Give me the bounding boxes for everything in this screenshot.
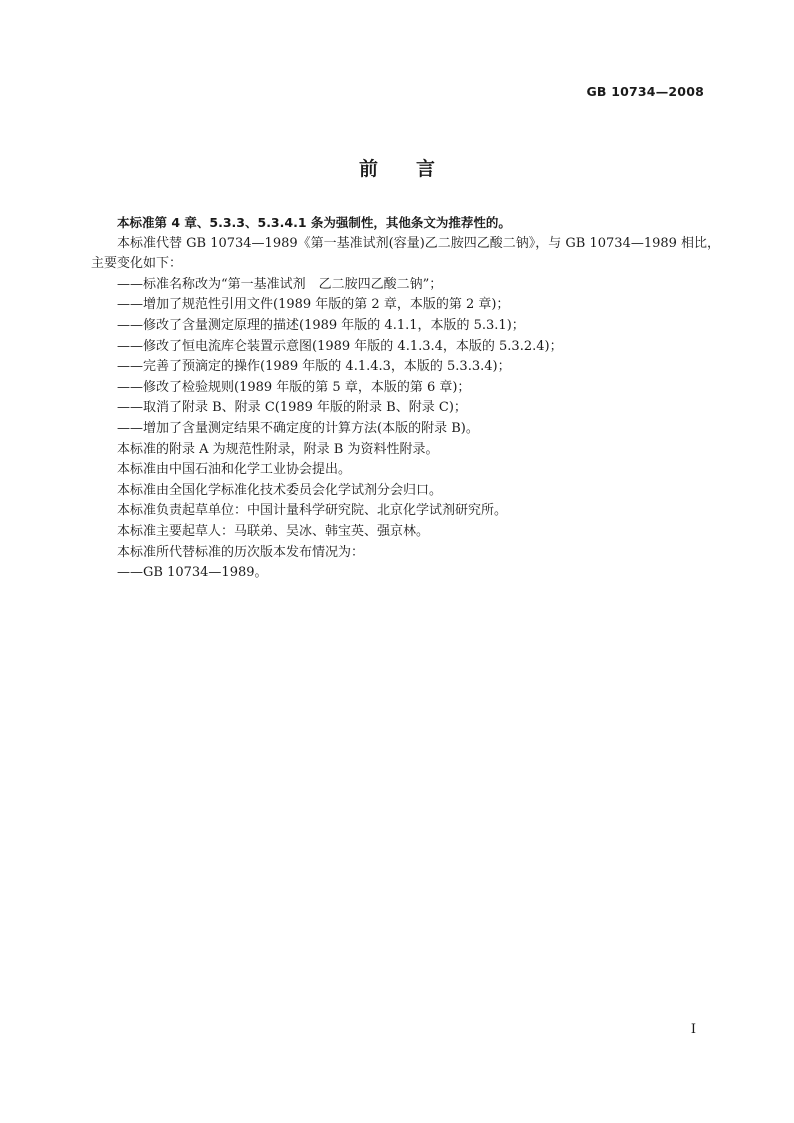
- replaces-line-1: 本标准代替 GB 10734—1989《第一基准试剂(容量)乙二胺四乙酸二钠》，与 GB 10734—1989 相比，: [117, 235, 721, 251]
- change-item: ——修改了检验规则(1989 年版的第 5 章，本版的第 6 章)；: [117, 379, 471, 395]
- proposed-by: 本标准由中国石油和化学工业协会提出。: [117, 462, 352, 478]
- history-intro: 本标准所代替标准的历次版本发布情况为：: [117, 544, 365, 560]
- title-char-1: 前: [358, 158, 378, 180]
- change-item: ——标准名称改为“第一基准试剂 乙二胺四乙酸二钠”；: [117, 276, 443, 292]
- mandatory-note: 本标准第 4 章、5.3.3、5.3.4.1 条为强制性，其他条文为推荐性的。: [117, 215, 511, 230]
- history-item: ——GB 10734—1989。: [117, 565, 268, 581]
- change-item: ——完善了预滴定的操作(1989 年版的 4.1.4.3，本版的 5.3.3.4)；: [117, 359, 511, 375]
- foreword-body: [91, 213, 721, 584]
- standard-code: GB 10734—2008: [586, 84, 704, 99]
- change-item: ——取消了附录 B、附录 C(1989 年版的附录 B、附录 C)；: [117, 400, 467, 416]
- title-char-2: 言: [416, 158, 436, 180]
- page-number: I: [690, 1022, 696, 1037]
- change-item: ——增加了含量测定结果不确定度的计算方法(本版的附录 B)。: [117, 420, 479, 436]
- change-item: ——修改了含量测定原理的描述(1989 年版的 4.1.1，本版的 5.3.1)；: [117, 317, 525, 333]
- change-item: ——修改了恒电流库仑装置示意图(1989 年版的 4.1.3.4，本版的 5.3.2.4)；: [117, 338, 563, 354]
- change-item: ——增加了规范性引用文件(1989 年版的第 2 章，本版的第 2 章)；: [117, 297, 510, 313]
- drafting-units: 本标准负责起草单位：中国计量科学研究院、北京化学试剂研究所。: [117, 503, 508, 519]
- page-title: [0, 154, 794, 181]
- replaces-line-2: 主要变化如下：: [91, 256, 183, 272]
- drafters: 本标准主要起草人：马联弟、吴冰、韩宝英、强京林。: [117, 523, 430, 539]
- centralized-by: 本标准由全国化学标准化技术委员会化学试剂分会归口。: [117, 482, 443, 498]
- annex-note: 本标准的附录 A 为规范性附录，附录 B 为资料性附录。: [117, 441, 439, 457]
